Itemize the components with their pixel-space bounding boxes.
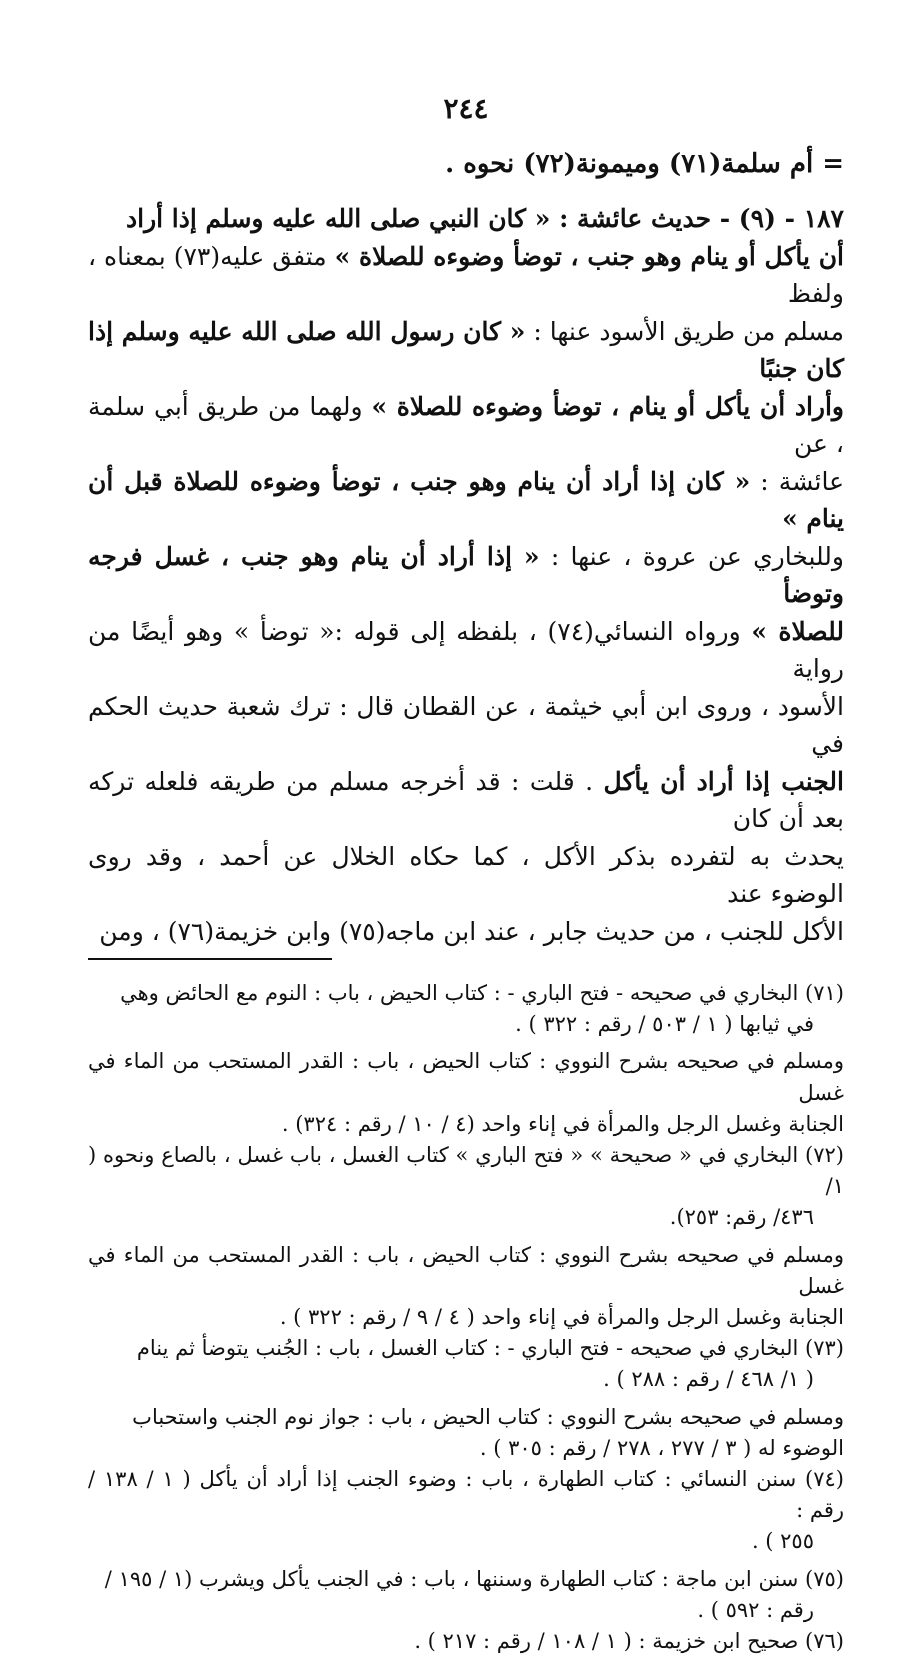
hadith-body <box>88 200 844 950</box>
hadith-quote: « كان إذا أراد أن ينام وهو جنب ، توضأ وضوءه للصلاة قبل أن ينام » <box>88 466 844 533</box>
continuation-line: = أم سلمة(٧١) وميمونة(٧٢) نحوه . <box>445 149 844 179</box>
hadith-text: . قلت : قد أخرجه مسلم من طريقه فلعله تركه بعد أن كان <box>88 766 844 833</box>
footnote-74-cont: ٢٥٥ ) . <box>751 1529 814 1554</box>
hadith-quote: « إذا أراد أن ينام وهو جنب ، غسل فرجه وتوضأ <box>88 541 844 608</box>
footnote-72: (٧٢) البخاري في « صحيحة » « فتح الباري » كتاب الغسل ، باب غسل ، بالصاع ونحوه ( ١/ <box>88 1143 844 1199</box>
hadith-title: ١٨٧ - (٩) - حديث عائشة : « كان النبي صلى الله عليه وسلم إذا أراد <box>126 204 844 233</box>
hadith-line <box>88 913 844 951</box>
hadith-line <box>88 838 844 913</box>
footnote-73: (٧٣) البخاري في صحيحه - فتح الباري - : كتاب الغسل ، باب : الجُنب يتوضأ ثم ينام <box>136 1336 844 1361</box>
footnote-76: (٧٦) صحيح ابن خزيمة : ( ١ / ١٠٨ / رقم : ٢١٧ ) . <box>414 1629 844 1654</box>
hadith-quote: وأراد أن يأكل أو ينام ، توضأ وضوءه للصلاة » <box>371 391 845 421</box>
hadith-quote: الجنب إذا أراد أن يأكل <box>603 766 844 796</box>
page-number: ٢٤٤ <box>443 92 489 125</box>
hadith-text: الأسود ، وروى ابن أبي خيثمة ، عن القطان قال : ترك شعبة حديث الحكم في <box>88 691 844 758</box>
footnote-75-cont: رقم : ٥٩٢ ) . <box>697 1597 814 1622</box>
hadith-text: وللبخاري عن عروة ، عنها : <box>539 541 844 571</box>
hadith-text: ورواه النسائي(٧٤) ، بلفظه إلى قوله :« توضأ » وهو أيضًا من رواية <box>88 616 844 683</box>
footnote-72-cont: ٤٣٦/ رقم: ٢٥٣). <box>669 1205 814 1230</box>
hadith-line <box>88 238 844 313</box>
hadith-quote: أن يأكل أو ينام وهو جنب ، توضأ وضوءه للصلاة » <box>334 241 845 271</box>
footnotes <box>88 978 844 1657</box>
footnote-72-muslim-cont: الجنابة وغسل الرجل والمرأة في إناء واحد ( ٤ / ٩ / رقم : ٣٢٢ ) . <box>279 1305 844 1330</box>
footnote-divider <box>88 958 332 960</box>
footnote-72-muslim: ومسلم في صحيحه بشرح النووي : كتاب الحيض ، باب : القدر المستحب من الماء في غسل <box>88 1242 844 1298</box>
hadith-line <box>88 463 844 538</box>
footnote-73-muslim: ومسلم في صحيحه بشرح النووي : كتاب الحيض ، باب : جواز نوم الجنب واستحباب <box>132 1404 844 1429</box>
footnote-71-muslim: ومسلم في صحيحه بشرح النووي : كتاب الحيض ، باب : القدر المستحب من الماء في غسل <box>88 1049 844 1105</box>
hadith-text: الأكل للجنب ، من حديث جابر ، عند ابن ماجه(٧٥) وابن خزيمة(٧٦) ، ومن <box>99 916 844 946</box>
hadith-quote: « كان رسول الله صلى الله عليه وسلم إذا كان جنبًا <box>88 316 844 383</box>
hadith-text: متفق عليه(٧٣) بمعناه ، ولفظ <box>88 241 844 308</box>
hadith-line <box>88 763 844 838</box>
hadith-text: عائشة : <box>750 466 845 496</box>
hadith-text: مسلم من طريق الأسود عنها : <box>525 316 844 346</box>
hadith-line <box>88 613 844 688</box>
hadith-text: يحدث به لتفرده بذكر الأكل ، كما حكاه الخلال عن أحمد ، وقد روى الوضوء عند <box>88 841 844 908</box>
footnote-71-muslim-cont: الجنابة وغسل الرجل والمرأة في إناء واحد (٤ / ١٠ / رقم : ٣٢٤) . <box>281 1111 844 1136</box>
hadith-line <box>88 538 844 613</box>
footnote-73-muslim-cont: الوضوء له ( ٣ / ٢٧٧ ، ٢٧٨ / رقم : ٣٠٥ ) . <box>479 1435 844 1460</box>
hadith-line <box>88 313 844 388</box>
hadith-line <box>88 200 844 238</box>
footnote-75: (٧٥) سنن ابن ماجة : كتاب الطهارة وسننها ، باب : في الجنب يأكل ويشرب (١ / ١٩٥ / <box>104 1566 844 1591</box>
footnote-71-cont: في ثيابها ( ١ / ٥٠٣ / رقم : ٣٢٢ ) . <box>515 1012 814 1037</box>
footnote-74: (٧٤) سنن النسائي : كتاب الطهارة ، باب : وضوء الجنب إذا أراد أن يأكل ( ١ / ١٣٨ / رقم : <box>88 1467 844 1523</box>
footnote-71: (٧١) البخاري في صحيحه - فتح الباري - : كتاب الحيض ، باب : النوم مع الحائض وهي <box>120 981 844 1005</box>
hadith-line <box>88 388 844 463</box>
hadith-line <box>88 688 844 763</box>
footnote-73-cont: ( ١/ ٤٦٨ / رقم : ٢٨٨ ) . <box>603 1367 814 1392</box>
hadith-quote: للصلاة » <box>751 616 844 646</box>
hadith-text: ولهما من طريق أبي سلمة ، عن <box>88 391 844 458</box>
